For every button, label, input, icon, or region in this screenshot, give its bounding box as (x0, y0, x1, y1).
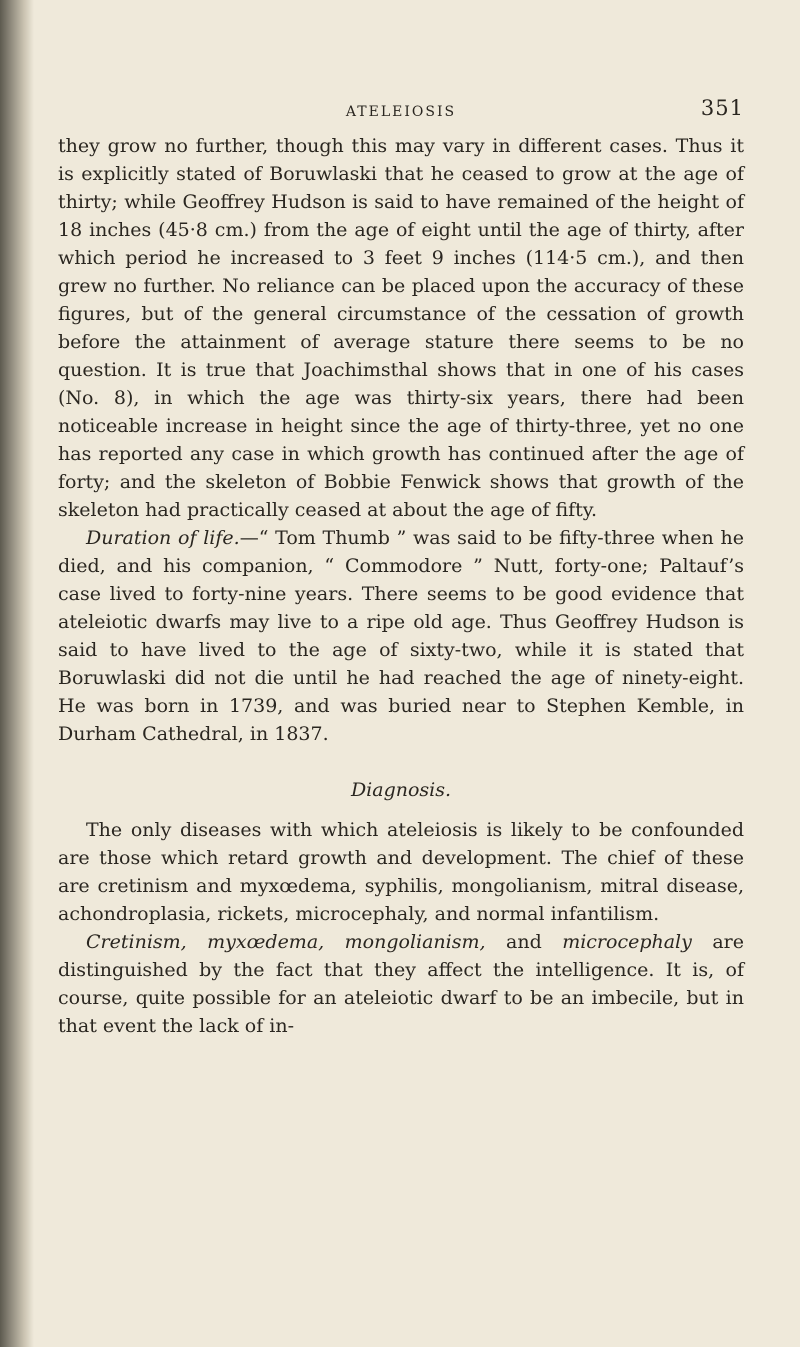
section-heading-diagnosis: Diagnosis. (350, 779, 452, 801)
book-binding-shadow (0, 0, 34, 1347)
cretinism-text: are distinguished by the fact that they affect the intelligence. It is, of course, quite possible for an ateleiotic dwarf to be an imbecile, but in that event the lack of in- (58, 931, 744, 1037)
paragraph-duration-of-life (58, 524, 744, 748)
duration-of-life-heading: Duration of life. (86, 527, 240, 549)
duration-of-life-text: —“ Tom Thumb ” was said to be fifty-three when he died, and his companion, “ Commodore ” Nutt, forty-one; Paltauf’s case lived to forty-nine years. There seems to be good evidence that ateleiotic dwarfs may live to a ripe old age. Thus Geoffrey Hudson is said to have lived to the age of sixty-two, while it is stated that Boruwlaski did not die until he had reached the age of ninety-eight. He was born in 1739, and was buried near to Stephen Kemble, in Durham Cathedral, in 1837. (58, 527, 744, 745)
microcephaly-lead: microcephaly (562, 931, 692, 953)
running-title: ATELEIOSIS (345, 104, 457, 120)
paragraph-cretinism (58, 928, 744, 1040)
cretinism-and: and (485, 931, 563, 953)
paragraph-diagnosis-intro: The only diseases with which ateleiosis is likely to be confounded are those which retard growth and development. The chief of these are cretinism and myxœdema, syphilis, mongolianism, mitral disease, achondroplasia, rickets, microcephaly, and normal infantilism. (58, 819, 744, 925)
paragraph-growth-cessation: they grow no further, though this may vary in different cases. Thus it is explicitly stated of Boruwlaski that he ceased to grow at the age of thirty; while Geoffrey Hudson is said to have remained of the height of 18 inches (45·8 cm.) from the age of eight until the age of thirty, after which period he increased to 3 feet 9 inches (114·5 cm.), and then grew no further. No reliance can be placed upon the accuracy of these figures, but of the general circumstance of the cessation of growth before the attainment of average stature there seems to be no question. It is true that Joachimsthal shows that in one of his cases (No. 8), in which the age was thirty-six years, there had been noticeable increase in height since the age of thirty-three, yet no one has reported any case in which growth has continued after the age of forty; and the skeleton of Bobbie Fenwick shows that growth of the skeleton had practically ceased at about the age of fifty. (58, 135, 744, 521)
book-page (58, 92, 744, 1040)
running-head (58, 92, 744, 132)
page-number: 351 (700, 96, 744, 120)
cretinism-lead: Cretinism, myxœdema, mongolianism, (86, 931, 486, 953)
